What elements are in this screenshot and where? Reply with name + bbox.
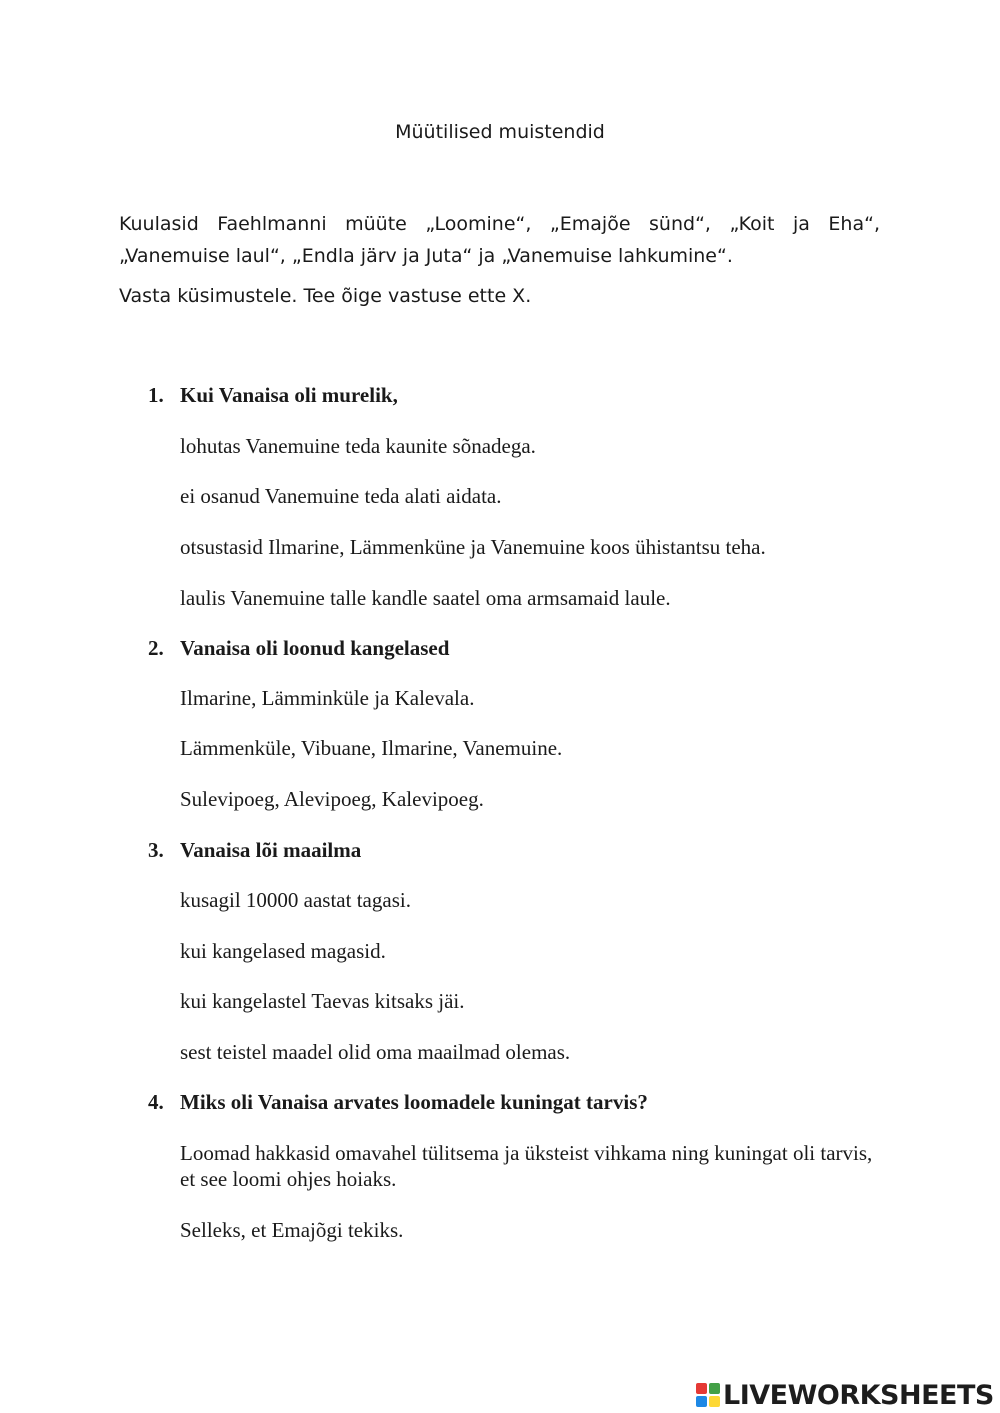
answer-option[interactable]: ei osanud Vanemuine teda alati aidata. xyxy=(180,484,502,508)
question-text: Miks oli Vanaisa arvates loomadele kuningat tarvis? xyxy=(180,1090,648,1114)
logo-mark-icon xyxy=(696,1383,720,1407)
instruction-text: Vasta küsimustele. Tee õige vastuse ette X. xyxy=(119,285,532,307)
logo-square xyxy=(696,1396,707,1407)
answer-option[interactable]: lohutas Vanemuine teda kaunite sõnadega. xyxy=(180,434,536,458)
question-number: 4. xyxy=(148,1090,164,1114)
page-title: Müütilised muistendid xyxy=(395,121,605,143)
answer-option[interactable]: sest teistel maadel olid oma maailmad olemas. xyxy=(180,1040,571,1064)
logo-square xyxy=(709,1383,720,1394)
answer-option[interactable]: Lämmenküle, Vibuane, Ilmarine, Vanemuine. xyxy=(180,736,563,760)
logo-square xyxy=(696,1383,707,1394)
answer-option[interactable]: laulis Vanemuine talle kandle saatel oma armsamaid laule. xyxy=(180,586,671,610)
answer-option[interactable]: otsustasid Ilmarine, Lämmenküne ja Vanemuine koos ühistantsu teha. xyxy=(180,535,766,559)
question-number: 2. xyxy=(148,636,164,660)
answer-option[interactable]: Loomad hakkasid omavahel tülitsema ja üksteist vihkama ning kuningat oli tarvis, et see loomi ohjes hoiaks. xyxy=(180,1141,873,1191)
answer-option[interactable]: kui kangelastel Taevas kitsaks jäi. xyxy=(180,989,465,1013)
answer-option[interactable]: Sulevipoeg, Alevipoeg, Kalevipoeg. xyxy=(180,787,484,811)
question-3 xyxy=(148,838,361,863)
logo-square xyxy=(709,1396,720,1407)
question-text: Kui Vanaisa oli murelik, xyxy=(180,383,398,407)
question-4 xyxy=(148,1090,648,1115)
question-1 xyxy=(148,383,398,408)
intro-text: Kuulasid Faehlmanni müüte „Loomine“, „Emajõe sünd“, „Koit ja Eha“, „Vanemuise laul“, „Endla järv ja Juta“ ja „Vanemuise lahkumine“. xyxy=(119,213,880,267)
answer-option[interactable]: Ilmarine, Lämminküle ja Kalevala. xyxy=(180,686,475,710)
question-text: Vanaisa oli loonud kangelased xyxy=(180,636,450,660)
liveworksheets-logo xyxy=(696,1378,994,1412)
question-2 xyxy=(148,636,449,661)
answer-option[interactable]: kui kangelased magasid. xyxy=(180,939,386,963)
answer-option[interactable]: Selleks, et Emajõgi tekiks. xyxy=(180,1218,404,1242)
question-number: 3. xyxy=(148,838,164,862)
answer-option[interactable]: kusagil 10000 aastat tagasi. xyxy=(180,888,411,912)
logo-text: LIVEWORKSHEETS xyxy=(723,1379,994,1411)
question-number: 1. xyxy=(148,383,164,407)
question-text: Vanaisa lõi maailma xyxy=(180,838,362,862)
